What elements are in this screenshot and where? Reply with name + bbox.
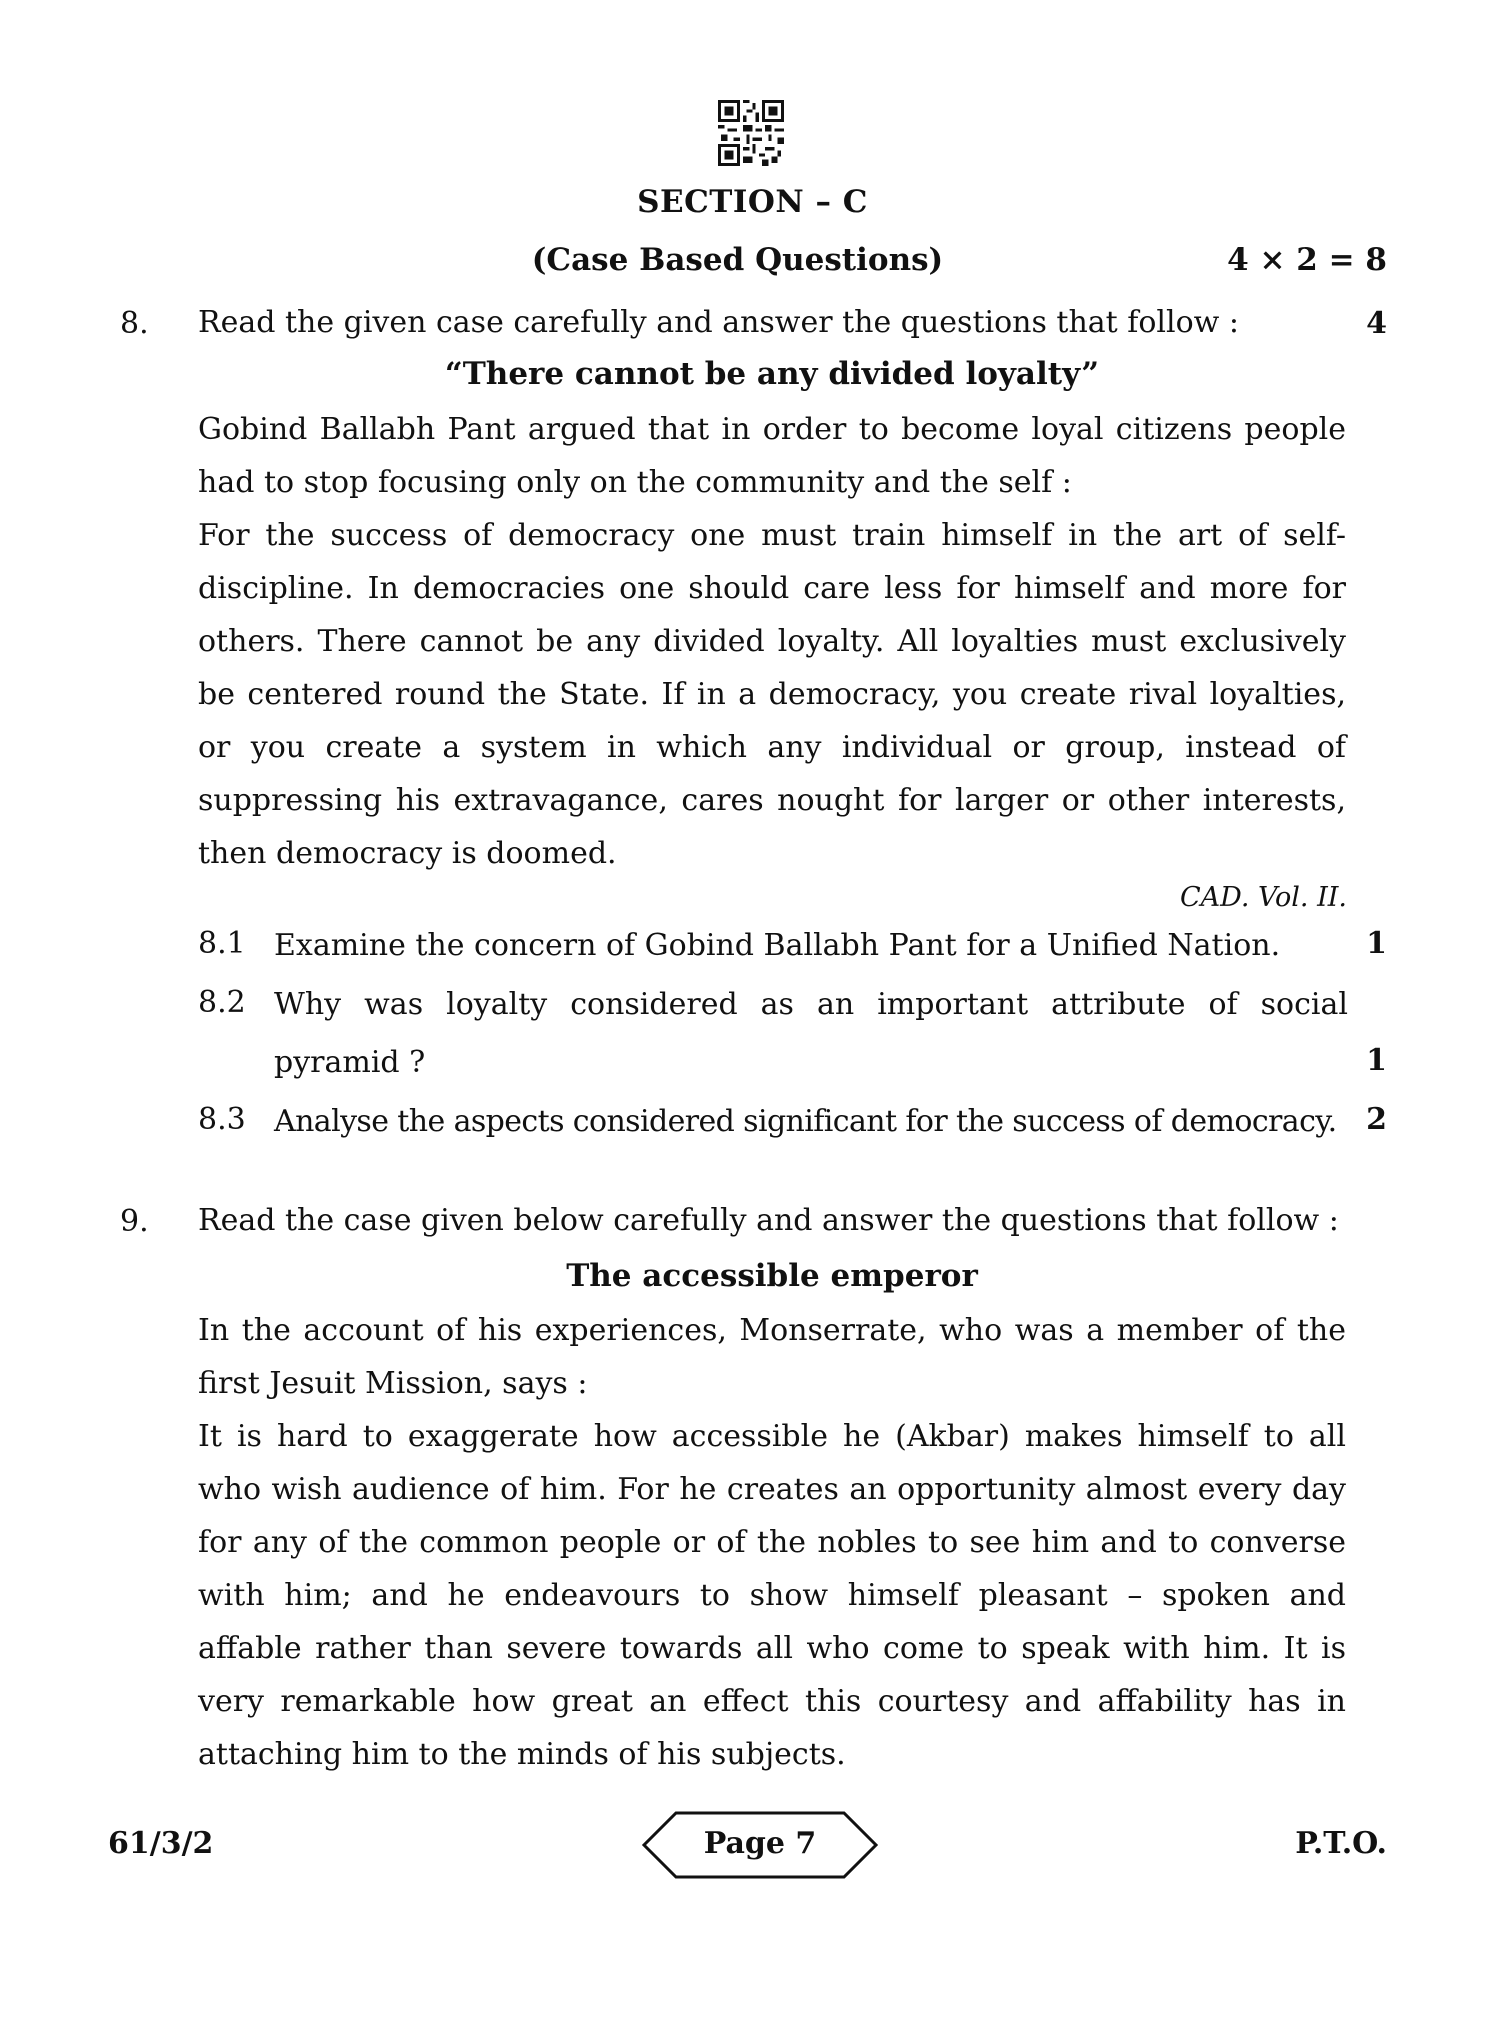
question-9-passage [198, 1304, 1346, 1781]
page-number-badge [640, 1808, 880, 1882]
pto-label: P.T.O. [1295, 1826, 1387, 1861]
question-8-intro: Gobind Ballabh Pant argued that in order to become loyal citizens people had to stop focusing only on the community and the self : [198, 412, 1346, 500]
section-title: SECTION – C [637, 184, 868, 220]
subquestion-text: Examine the concern of Gobind Ballabh Pant for a Unified Nation. [274, 928, 1281, 963]
subquestion-number: 8.3 [198, 1102, 246, 1137]
question-8-source: CAD. Vol. II. [1180, 882, 1347, 913]
question-8-heading: “There cannot be any divided loyalty” [444, 356, 1100, 392]
question-8-instruction: Read the given case carefully and answer the questions that follow : [198, 305, 1240, 340]
question-8-quote: For the success of democracy one must train himself in the art of self-discipline. In democracies one should care less for himself and more for others. There cannot be any divided loyalty. All loyalties must exclusively be centered round the State. If in a democracy, you create rival loyalties, or you create a system in which any individual or group, instead of suppressing his extravagance, cares nought for larger or other interests, then democracy is doomed. [198, 518, 1346, 871]
subquestion-number: 8.2 [198, 985, 246, 1020]
qr-code [718, 100, 784, 166]
subquestion-text: Analyse the aspects considered significant for the success of democracy. [274, 1104, 1337, 1139]
subquestion-number: 8.1 [198, 926, 246, 961]
question-9-intro: In the account of his experiences, Monserrate, who was a member of the first Jesuit Mission, says : [198, 1313, 1346, 1401]
section-subtitle: (Case Based Questions) [531, 242, 944, 278]
question-9-heading: The accessible emperor [566, 1258, 978, 1294]
page-number: Page 7 [703, 1826, 817, 1861]
subquestion-text: Why was loyalty considered as an important attribute of social pyramid ? [274, 987, 1348, 1080]
subquestion-marks: 2 [1366, 1102, 1387, 1137]
question-9-instruction: Read the case given below carefully and answer the questions that follow : [198, 1203, 1339, 1238]
question-8-marks: 4 [1366, 306, 1387, 341]
paper-code: 61/3/2 [108, 1826, 214, 1861]
subquestion-marks: 1 [1366, 926, 1387, 961]
subquestion-marks: 1 [1366, 1043, 1387, 1078]
question-9-quote: It is hard to exaggerate how accessible he (Akbar) makes himself to all who wish audience of him. For he creates an opportunity almost every day for any of the common people or of the nobles to see him and to converse with him; and he endeavours to show himself pleasant – spoken and affable rather than severe towards all who come to speak with him. It is very remarkable how great an effect this courtesy and affability has in attaching him to the minds of his subjects. [198, 1419, 1346, 1772]
section-marks: 4 × 2 = 8 [1227, 242, 1387, 278]
question-9-number: 9. [120, 1204, 149, 1239]
question-8-passage [198, 403, 1346, 880]
question-8-number: 8. [120, 306, 149, 341]
